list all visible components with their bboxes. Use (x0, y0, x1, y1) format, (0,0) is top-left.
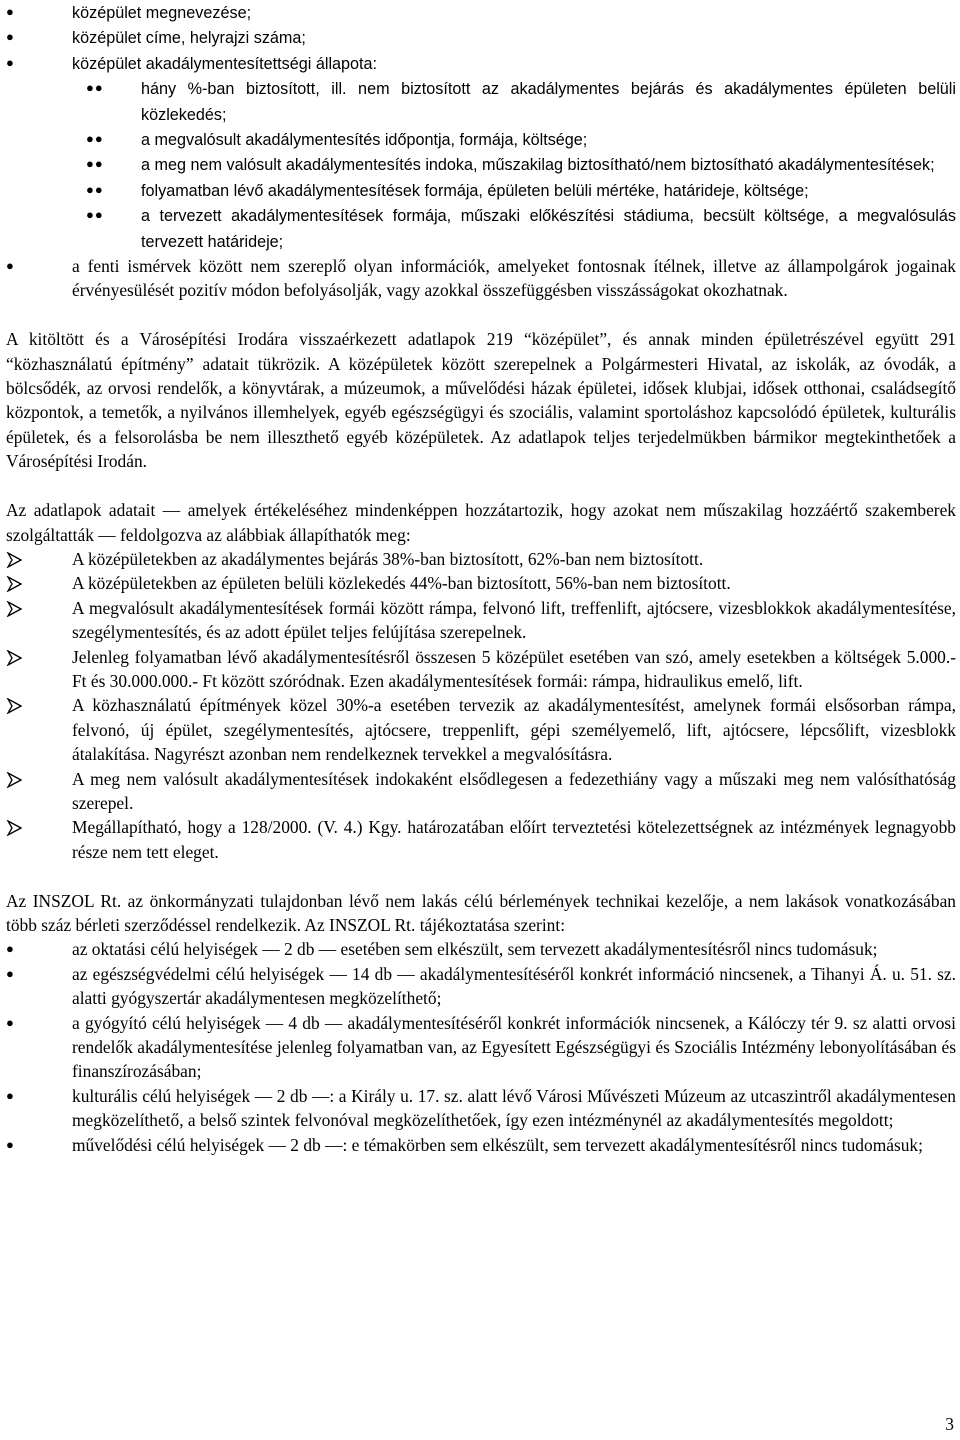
double-bullet-icon: ●● (86, 207, 104, 223)
finding-item (6, 815, 956, 864)
finding-text: A meg nem valósult akadálymentesítések indokaként elsődlegesen a fedezethiány vagy a műszaki meg nem valósíthatóság szerepel. (72, 768, 956, 813)
finding-item (6, 596, 956, 645)
double-bullet-icon: ●● (86, 181, 104, 197)
finding-item (6, 645, 956, 694)
list-item-text: művelődési célú helyiségek ― 2 db ―: e témakörben sem elkészült, sem tervezett akadálymentesítésről nincs tudomásuk; (72, 1134, 923, 1155)
list-item (6, 1011, 956, 1084)
list-item (6, 962, 956, 1011)
list-item-text: középület akadálymentesítettségi állapota: (72, 54, 378, 73)
list-subitem-text: a tervezett akadálymentesítések formája, műszaki előkészítési stádiuma, becsült költsége, a megvalósulás tervezett határideje; (141, 207, 956, 251)
document-page (6, 0, 956, 1157)
list-subitem-text: folyamatban lévő akadálymentesítések formája, épületen belüli mértéke, határideje, költsége; (141, 181, 809, 200)
double-bullet-icon: ●● (86, 80, 104, 96)
bullet-icon: ● (6, 1136, 14, 1152)
bullet-icon: ● (6, 1087, 14, 1103)
list-subitem (6, 152, 956, 177)
finding-text: A középületekben az akadálymentes bejárás 38%-ban biztosított, 62%-ban nem biztosított. (72, 548, 704, 569)
finding-item (6, 547, 956, 571)
arrowhead-bullet-icon (6, 820, 22, 836)
bullet-icon: ● (6, 54, 14, 70)
paragraph-summary: A kitöltött és a Városépítési Irodára visszaérkezett adatlapok 219 “középület”, és annak minden épületrészével együtt 291 “közhasználatú építmény” adatait tükrözik. A középületek között szerepelnek a Polgármesteri Hivatal, az iskolák, az óvodák, a bölcsődék, az orvosi rendelők, a könyvtárak, a múzeumok, a művelődési házak épületei, idősek klubjai, idősek otthonai, családsegítő központok, a temetők, a nyilvános illemhelyek, egyéb egészségügyi és szociális, valamint sportoláshoz kapcsolódó épületek, kulturális épületek, és a felsorolásba be nem illeszthető egyéb középületek. Az adatlapok teljes terjedelmükben bármikor megtekinthetőek a Városépítési Irodán. (6, 329, 956, 472)
list-subitem-text: a megvalósult akadálymentesítés időpontja, formája, költsége; (141, 131, 588, 150)
arrowhead-bullet-icon (6, 772, 22, 788)
list-item (6, 0, 956, 25)
bullet-icon: ● (6, 941, 14, 957)
list-item-text: kulturális célú helyiségek ― 2 db ―: a Király u. 17. sz. alatt lévő Városi Művészeti Múzeum az utcaszintről akadálymentesen megközelíthető, a belső szintek felvonóval megközelíthetőek, így ezen intézménynél az akadálymentesítés megoldott; (72, 1085, 956, 1131)
arrowhead-bullet-icon (6, 576, 22, 592)
paragraph-findings-intro: Az adatlapok adatait ― amelyek értékeléséhez mindenképpen hozzátartozik, hogy azokat nem műszakilag hozzáértő szakemberek szolgáltatták ― feldolgozva az alábbiak állapíthatók meg: (6, 500, 956, 545)
finding-text: A középületekben az épületen belüli közlekedés 44%-ban biztosított, 56%-ban nem biztosított. (72, 573, 731, 594)
paragraph-inszol: Az INSZOL Rt. az önkormányzati tulajdonban lévő nem lakás célú bérlemények technikai kezelője, a nem lakások vonatkozásában több száz bérleti szerződéssel rendelkezik. Az INSZOL Rt. tájékoztatása szerint: (6, 890, 956, 935)
inszol-list (6, 937, 956, 1157)
bullet-icon: ● (6, 965, 14, 981)
findings-list (6, 547, 956, 864)
list-item (6, 1133, 956, 1157)
list-subitem (6, 76, 956, 127)
double-bullet-icon: ●● (86, 156, 104, 172)
list-subitem (6, 178, 956, 203)
list-item-text: középület címe, helyrajzi száma; (72, 29, 306, 48)
list-subitem-text: a meg nem valósult akadálymentesítés indoka, műszakilag biztosítható/nem biztosítható akadálymentesítések; (141, 156, 935, 175)
list-item-text: középület megnevezése; (72, 4, 252, 22)
finding-item (6, 693, 956, 766)
finding-text: A megvalósult akadálymentesítések formái között rámpa, felvonó lift, treffenlift, ajtócsere, vizesblokkok akadálymentesítése, szegélymentesítés, és az adott épület teljes felújítása szerepelnek. (72, 597, 956, 643)
list-item (6, 1084, 956, 1133)
finding-text: Jelenleg folyamatban lévő akadálymentesítésről összesen 5 középület esetében van szó, amely esetekben a költségek 5.000.- Ft és 30.000.000.- Ft között szóródnak. Ezen akadálymentesítések formái: rámpa, hidraulikus emelő, lift. (72, 646, 956, 691)
criteria-list (6, 0, 956, 303)
finding-item (6, 767, 956, 816)
list-item-text: a gyógyító célú helyiségek ― 4 db ― akadálymentesítéséről konkrét információk nincsenek, a Kálóczy tér 9. sz alatti orvosi rendelők akadálymentesítése jelenleg folyamatban van, az Egyesített Egészségügyi és Szociális Intézmény lebonyolításában és finanszírozásában; (72, 1012, 956, 1082)
finding-item (6, 571, 956, 595)
finding-text: A közhasználatú építmények közel 30%-a esetében tervezik az akadálymentesítést, amelynek formái elsősorban rámpa, felvonó, új épület, szegélymentesítés, ajtócsere, treppenlift, gépi személyemelő, lift, ajtócsere, lépcsőlift, vizesblokk átalakítása. Nagyrészt azonban nem rendelkeznek tervekkel a megvalósításra. (72, 695, 956, 765)
list-subitem-text: hány %-ban biztosított, ill. nem biztosított az akadálymentes bejárás és akadálymentes épületen belüli közlekedés; (141, 80, 956, 124)
page-number: 3 (945, 1414, 954, 1434)
list-item (6, 51, 956, 76)
list-subitem (6, 203, 956, 254)
bullet-icon: ● (6, 258, 14, 274)
list-item (6, 254, 956, 303)
double-bullet-icon: ●● (86, 131, 104, 147)
bullet-icon: ● (6, 29, 14, 45)
list-item-text: az egészségvédelmi célú helyiségek ― 14 db ― akadálymentesítéséről konkrét információ nincsenek, a Tihanyi Á. u. 51. sz. alatti gyógyszertár akadálymentesen megközelíthető; (72, 963, 956, 1009)
finding-text: Megállapítható, hogy a 128/2000. (V. 4.) Kgy. határozatában előírt terveztetési kötelezettségnek az intézmények legnagyobb része nem tett eleget. (72, 817, 956, 862)
list-item-text: az oktatási célú helyiségek ― 2 db ― esetében sem elkészült, sem tervezett akadálymentesítésről nincs tudomásuk; (72, 939, 878, 960)
bullet-icon: ● (6, 4, 14, 19)
arrowhead-bullet-icon (6, 698, 22, 714)
list-subitem (6, 127, 956, 152)
arrowhead-bullet-icon (6, 601, 22, 617)
arrowhead-bullet-icon (6, 552, 22, 568)
list-item (6, 937, 956, 961)
list-item (6, 25, 956, 50)
arrowhead-bullet-icon (6, 650, 22, 666)
bullet-icon: ● (6, 1014, 14, 1030)
list-item-text: a fenti ismérvek között nem szereplő olyan információk, amelyeket fontosnak ítélnek, illetve az állampolgárok jogainak érvényesülését pozitív módon befolyásolják, vagy azokkal összefüggésben visszásságokat okozhatnak. (72, 256, 956, 301)
